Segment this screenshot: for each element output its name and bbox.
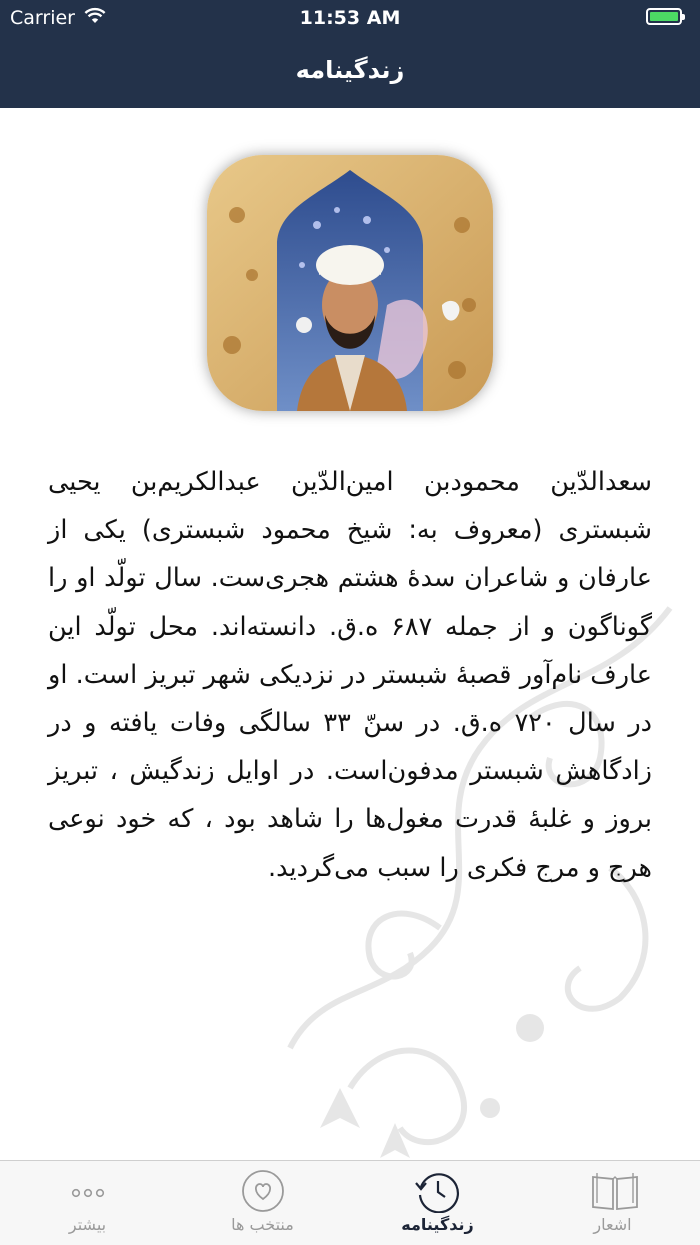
- tab-label: زندگینامه: [401, 1215, 474, 1234]
- tab-biography[interactable]: [350, 1161, 525, 1245]
- tab-more[interactable]: [0, 1161, 175, 1245]
- tab-bar: [0, 1160, 700, 1245]
- tab-label: منتخب ها: [231, 1215, 294, 1234]
- tab-label: بیشتر: [68, 1215, 107, 1234]
- open-book-icon: [589, 1169, 641, 1213]
- biography-content[interactable]: [0, 108, 700, 1160]
- tab-favorites[interactable]: [175, 1161, 350, 1245]
- heart-circle-icon: [239, 1169, 287, 1213]
- portrait-image: [207, 155, 493, 411]
- tab-poems[interactable]: [525, 1161, 700, 1245]
- biography-text: سعدالدّین محمودبن امین‌الدّین عبدالکریم‌بن یحیی شبستری (معروف به: شیخ محمود شبستری) یکی از عارفان و شاعران سدهٔ هشتم هجری‌ست. سال تولّد او را گوناگون و از جمله ۶۸۷ ه.ق. دانسته‌اند. محل تولّد این عارف نام‌آور قصبهٔ شبستر در نزدیکی شهر تبریز است. او در سال ۷۲۰ ه.ق. در سنّ ۳۳ سالگی وفات یافته و در زادگاهش شبستر مدفون‌است. در اوایل زندگیش ، تبریز بروز و غلبهٔ قدرت مغول‌ها را شاهد بود ، که خود نوعی هرج و مرج فکری را سبب می‌گردید.: [48, 467, 652, 883]
- status-bar: [0, 0, 700, 40]
- battery-icon: [646, 8, 682, 25]
- history-clock-icon: [414, 1169, 462, 1213]
- more-dots-icon: [64, 1169, 112, 1213]
- header: [0, 0, 700, 108]
- page-title: زندگینامه: [295, 56, 405, 84]
- tab-label: اشعار: [593, 1215, 632, 1234]
- carrier-label: Carrier: [10, 7, 75, 29]
- clock: 11:53 AM: [299, 7, 401, 29]
